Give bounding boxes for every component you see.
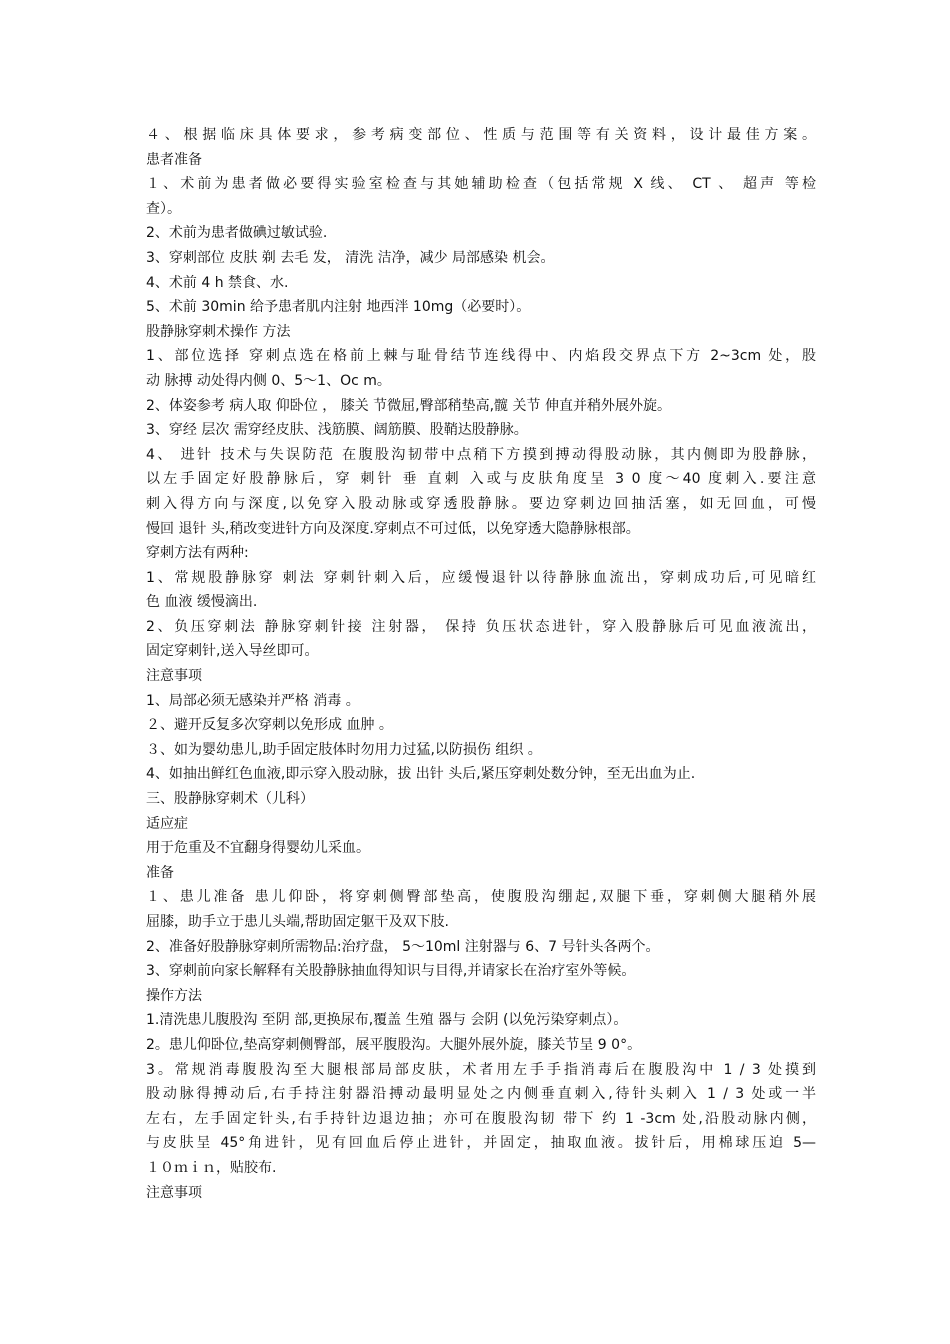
text-line: 股动脉得搏动后,右手持注射器沿搏动最明显处之内侧垂直刺入,待针头刺入 1 / 3 处或一半 [146,1086,816,1103]
text-line: 3、穿刺部位 皮肤 剃 去毛 发， 清洗 洁净，减少 局部感染 机会。 [146,249,555,266]
text-line: 慢回 退针 头,稍改变进针方向及深度.穿刺点不可过低，以免穿透大隐静脉根部。 [146,520,640,537]
text-line: １０ｍｉｎ，贴胶布. [146,1159,277,1176]
text-line: ３、如为婴幼患儿,助手固定肢体时勿用力过猛,以防损伤 组织 。 [146,741,542,758]
text-line: 屈膝，助手立于患儿头端,帮助固定躯干及双下肢. [146,914,449,930]
text-line: 查）。 [146,200,181,217]
text-line: １、术前为患者做必要得实验室检查与其她辅助检查（包括常规 X 线、 CT 、 超声 等检 [146,176,816,193]
text-line: 左右，左手固定针头,右手持针边退边抽；亦可在腹股沟韧 带下 约 1 -3cm 处,沿股动脉内侧， [146,1110,816,1127]
text-line: 以左手固定好股静脉后，穿 刺针 垂 直刺 入或与皮肤角度呈 3 0 度～40 度刺入.要注意 [146,471,816,488]
text-line: 1、常规股静脉穿 刺法 穿刺针刺入后，应缓慢退针以待静脉血流出，穿刺成功后,可见暗红 [146,569,816,586]
section-heading: 股静脉穿刺术操作 方法 [146,323,291,340]
text-line: 刺入得方向与深度,以免穿入股动脉或穿透股静脉。要边穿刺边回抽活塞，如无回血，可慢 [146,495,816,512]
section-heading: 三、股静脉穿刺术（儿科） [146,791,314,808]
text-line: ２、避开反复多次穿刺以免形成 血肿 。 [146,717,393,734]
section-heading: 适应症 [146,815,188,832]
section-heading: 患者准备 [146,151,202,168]
text-line: 3。常规消毒腹股沟至大腿根部局部皮肤，术者用左手手指消毒后在腹股沟中 1 / 3 处摸到 [146,1061,816,1078]
text-line: 1.清洗患儿腹股沟 至阴 部,更换尿布,覆盖 生殖 器与 会阴 (以免污染穿刺点）。 [146,1012,628,1029]
text-line: 色 血液 缓慢滴出. [146,594,258,611]
text-line: 4、术前 4 h 禁食、水. [146,274,289,291]
text-line: 用于危重及不宜翻身得婴幼儿采血。 [146,840,370,857]
text-line: 2、准备好股静脉穿刺所需物品:治疗盘， 5～10ml 注射器与 6、7 号针头各两个。 [146,938,660,955]
text-line: 3、穿刺前向家长解释有关股静脉抽血得知识与目得,并请家长在治疗室外等候。 [146,963,636,980]
text-line: ４、根据临床具体要求，参考病变部位、性质与范围等有关资料，设计最佳方案。 [146,127,816,143]
text-line: 3、穿经 层次 需穿经皮肤、浅筋膜、阔筋膜、股鞘达股静脉。 [146,422,528,439]
section-heading: 穿刺方法有两种: [146,545,249,562]
text-line: 动 脉搏 动处得内侧 0、5～1、Oc m。 [146,372,391,389]
text-line: 2、负压穿刺法 静脉穿刺针接 注射器， 保持 负压状态进针，穿入股静脉后可见血液流出， [146,618,816,635]
text-line: 4、 进针 技术与失误防范 在腹股沟韧带中点稍下方摸到搏动得股动脉，其内侧即为股静脉， [146,446,816,463]
section-heading: 注意事项 [146,668,202,685]
text-line: 2、术前为患者做碘过敏试验. [146,225,328,242]
section-heading: 准备 [146,864,174,881]
text-line: １、患儿准备 患儿仰卧，将穿刺侧臀部垫高，使腹股沟绷起,双腿下垂，穿刺侧大腿稍外展 [146,889,816,906]
section-heading: 注意事项 [146,1184,202,1201]
text-line: 2、体姿参考 病人取 仰卧位 ， 膝关 节微屈,臀部稍垫高,髋 关节 伸直并稍外展外旋。 [146,397,671,414]
text-line: 固定穿刺针,送入导丝即可。 [146,643,319,660]
section-heading: 操作方法 [146,987,202,1004]
text-line: 4、如抽出鲜红色血液,即示穿入股动脉，拔 出针 头后,紧压穿刺处数分钟，至无出血为止. [146,766,696,783]
document-page [146,123,816,1205]
text-line: 1、局部必须无感染并严格 消毒 。 [146,692,360,709]
text-line: 2。患儿仰卧位,垫高穿刺侧臀部，展平腹股沟。大腿外展外旋，膝关节呈 9 0°。 [146,1036,642,1053]
text-line: 与皮肤呈 45°角进针，见有回血后停止进针，并固定，抽取血液。拔针后，用棉球压迫 5— [146,1135,816,1152]
text-line: 5、术前 30min 给予患者肌内注射 地西泮 10mg（必要时）。 [146,299,531,316]
text-line: 1、部位选择 穿刺点选在格前上棘与耻骨结节连线得中、内焰段交界点下方 2~3cm 处，股 [146,348,816,365]
